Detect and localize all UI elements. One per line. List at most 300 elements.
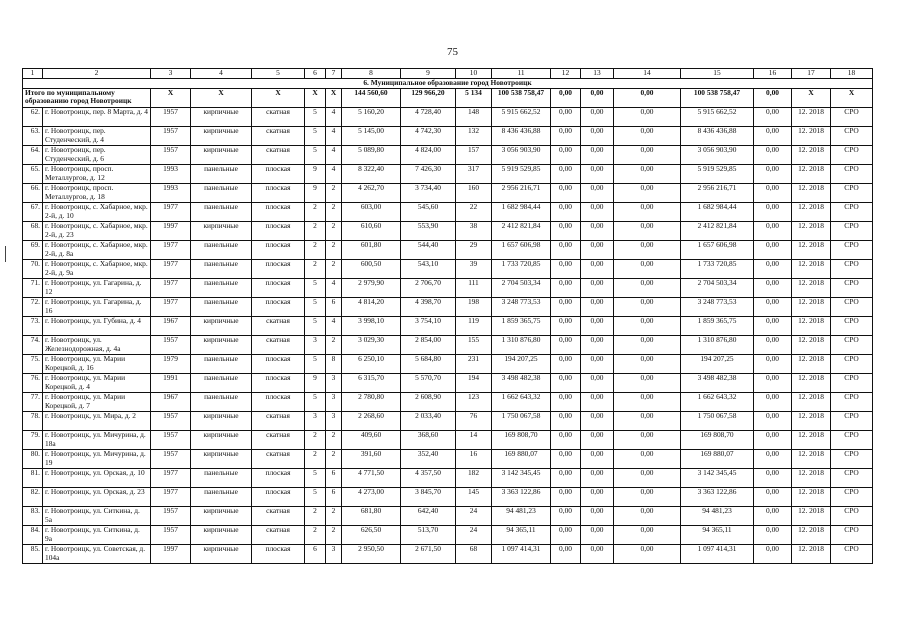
owners-funds: 3 142 345,45 (681, 469, 754, 488)
entrances: 2 (326, 450, 342, 469)
repair-cost: 2 412 821,84 (492, 222, 551, 241)
local-budget: 0,00 (614, 526, 681, 545)
owners-funds: 2 956 216,71 (681, 184, 754, 203)
entrances: 2 (326, 336, 342, 355)
entrances: 3 (326, 393, 342, 412)
row-number: 82. (23, 488, 43, 507)
fund-method: СРО (831, 355, 873, 374)
fund-method: СРО (831, 450, 873, 469)
table-row (23, 203, 873, 222)
area-living: 3 734,40 (401, 184, 456, 203)
owners-funds: 5 919 529,85 (681, 165, 754, 184)
table-row (23, 450, 873, 469)
area-total: 5 160,20 (342, 108, 401, 127)
total-cell: 144 560,60 (342, 89, 401, 108)
area-living: 4 824,00 (401, 146, 456, 165)
build-year: 1977 (151, 203, 191, 222)
residents: 182 (456, 469, 492, 488)
other-funds: 0,00 (754, 488, 792, 507)
region-budget: 0,00 (581, 374, 614, 393)
fund-share: 0,00 (551, 355, 581, 374)
repair-cost: 2 704 503,34 (492, 279, 551, 298)
repair-cost: 1 657 606,98 (492, 241, 551, 260)
area-total: 2 950,50 (342, 545, 401, 564)
table-row (23, 165, 873, 184)
column-number: 15 (681, 69, 754, 79)
wall-material: панельные (191, 165, 252, 184)
repair-cost: 3 248 773,53 (492, 298, 551, 317)
completion-date: 12. 2018 (792, 127, 831, 146)
area-living: 513,70 (401, 526, 456, 545)
row-number: 83. (23, 507, 43, 526)
fund-method: СРО (831, 526, 873, 545)
floors: 2 (305, 507, 326, 526)
row-number: 78. (23, 412, 43, 431)
total-cell: 0,00 (581, 89, 614, 108)
column-number: 10 (456, 69, 492, 79)
owners-funds: 1 859 365,75 (681, 317, 754, 336)
row-number: 74. (23, 336, 43, 355)
repair-cost: 1 750 067,58 (492, 412, 551, 431)
roof-type: плоская (252, 488, 305, 507)
repair-cost: 1 310 876,80 (492, 336, 551, 355)
area-total: 3 998,10 (342, 317, 401, 336)
floors: 5 (305, 146, 326, 165)
local-budget: 0,00 (614, 165, 681, 184)
area-total: 603,00 (342, 203, 401, 222)
other-funds: 0,00 (754, 317, 792, 336)
local-budget: 0,00 (614, 279, 681, 298)
total-cell: X (792, 89, 831, 108)
local-budget: 0,00 (614, 241, 681, 260)
roof-type: скатная (252, 127, 305, 146)
floors: 6 (305, 545, 326, 564)
area-total: 2 780,80 (342, 393, 401, 412)
area-living: 368,60 (401, 431, 456, 450)
other-funds: 0,00 (754, 355, 792, 374)
roof-type: плоская (252, 298, 305, 317)
total-cell: 5 134 (456, 89, 492, 108)
fund-method: СРО (831, 469, 873, 488)
row-number: 63. (23, 127, 43, 146)
residents: 317 (456, 165, 492, 184)
address: г. Новотроицк, пер. Студенческий, д. 6 (43, 146, 151, 165)
entrances: 2 (326, 203, 342, 222)
other-funds: 0,00 (754, 165, 792, 184)
local-budget: 0,00 (614, 108, 681, 127)
wall-material: панельные (191, 488, 252, 507)
other-funds: 0,00 (754, 127, 792, 146)
page-number: 75 (447, 46, 458, 58)
region-budget: 0,00 (581, 241, 614, 260)
wall-material: кирпичные (191, 222, 252, 241)
roof-type: скатная (252, 336, 305, 355)
owners-funds: 8 436 436,88 (681, 127, 754, 146)
build-year: 1957 (151, 127, 191, 146)
owners-funds: 2 412 821,84 (681, 222, 754, 241)
other-funds: 0,00 (754, 526, 792, 545)
owners-funds: 3 498 482,38 (681, 374, 754, 393)
region-budget: 0,00 (581, 298, 614, 317)
floors: 5 (305, 317, 326, 336)
other-funds: 0,00 (754, 260, 792, 279)
area-total: 600,50 (342, 260, 401, 279)
local-budget: 0,00 (614, 355, 681, 374)
completion-date: 12. 2018 (792, 469, 831, 488)
region-budget: 0,00 (581, 165, 614, 184)
column-number: 3 (151, 69, 191, 79)
fund-share: 0,00 (551, 317, 581, 336)
wall-material: панельные (191, 279, 252, 298)
fund-share: 0,00 (551, 260, 581, 279)
fund-method: СРО (831, 241, 873, 260)
wall-material: кирпичные (191, 336, 252, 355)
wall-material: панельные (191, 469, 252, 488)
local-budget: 0,00 (614, 222, 681, 241)
repair-cost: 5 915 662,52 (492, 108, 551, 127)
address: г. Новотроицк, с. Хабарное, мкр. 2-й, д. 10 (43, 203, 151, 222)
local-budget: 0,00 (614, 260, 681, 279)
roof-type: скатная (252, 431, 305, 450)
column-number: 1 (23, 69, 43, 79)
area-total: 681,80 (342, 507, 401, 526)
area-living: 5 684,80 (401, 355, 456, 374)
address: г. Новотроицк, просп. Металлургов, д. 12 (43, 165, 151, 184)
wall-material: кирпичные (191, 146, 252, 165)
fund-method: СРО (831, 203, 873, 222)
repair-cost: 5 919 529,85 (492, 165, 551, 184)
area-living: 4 742,30 (401, 127, 456, 146)
area-living: 3 754,10 (401, 317, 456, 336)
area-living: 642,40 (401, 507, 456, 526)
fund-share: 0,00 (551, 507, 581, 526)
build-year: 1967 (151, 317, 191, 336)
table-row (23, 222, 873, 241)
floors: 2 (305, 241, 326, 260)
build-year: 1979 (151, 355, 191, 374)
address: г. Новотроицк, ул. Губина, д. 4 (43, 317, 151, 336)
address: г. Новотроицк, ул. Мира, д. 2 (43, 412, 151, 431)
roof-type: скатная (252, 146, 305, 165)
entrances: 3 (326, 374, 342, 393)
floors: 5 (305, 393, 326, 412)
address: г. Новотроицк, ул. Орская, д. 23 (43, 488, 151, 507)
local-budget: 0,00 (614, 184, 681, 203)
local-budget: 0,00 (614, 336, 681, 355)
area-total: 2 979,90 (342, 279, 401, 298)
roof-type: скатная (252, 317, 305, 336)
area-living: 543,10 (401, 260, 456, 279)
completion-date: 12. 2018 (792, 241, 831, 260)
fund-share: 0,00 (551, 127, 581, 146)
owners-funds: 1 733 720,85 (681, 260, 754, 279)
owners-funds: 1 310 876,80 (681, 336, 754, 355)
table-row (23, 184, 873, 203)
fund-share: 0,00 (551, 488, 581, 507)
local-budget: 0,00 (614, 469, 681, 488)
wall-material: кирпичные (191, 431, 252, 450)
wall-material: панельные (191, 260, 252, 279)
floors: 5 (305, 298, 326, 317)
fund-method: СРО (831, 146, 873, 165)
address: г. Новотроицк, ул. Гагарина, д. 12 (43, 279, 151, 298)
fund-share: 0,00 (551, 393, 581, 412)
floors: 3 (305, 336, 326, 355)
completion-date: 12. 2018 (792, 336, 831, 355)
region-budget: 0,00 (581, 279, 614, 298)
entrances: 2 (326, 222, 342, 241)
other-funds: 0,00 (754, 431, 792, 450)
build-year: 1977 (151, 488, 191, 507)
total-cell: X (151, 89, 191, 108)
owners-funds: 2 704 503,34 (681, 279, 754, 298)
roof-type: плоская (252, 241, 305, 260)
column-number: 7 (326, 69, 342, 79)
owners-funds: 1 662 643,32 (681, 393, 754, 412)
roof-type: плоская (252, 260, 305, 279)
build-year: 1977 (151, 241, 191, 260)
roof-type: плоская (252, 203, 305, 222)
floors: 5 (305, 127, 326, 146)
entrances: 4 (326, 127, 342, 146)
roof-type: плоская (252, 165, 305, 184)
owners-funds: 5 915 662,52 (681, 108, 754, 127)
region-budget: 0,00 (581, 260, 614, 279)
column-number: 8 (342, 69, 401, 79)
fund-share: 0,00 (551, 374, 581, 393)
roof-type: плоская (252, 279, 305, 298)
roof-type: плоская (252, 545, 305, 564)
area-total: 4 273,00 (342, 488, 401, 507)
column-number: 2 (43, 69, 151, 79)
other-funds: 0,00 (754, 545, 792, 564)
fund-method: СРО (831, 108, 873, 127)
residents: 111 (456, 279, 492, 298)
residents: 16 (456, 450, 492, 469)
other-funds: 0,00 (754, 108, 792, 127)
wall-material: панельные (191, 298, 252, 317)
fund-share: 0,00 (551, 450, 581, 469)
row-number: 69. (23, 241, 43, 260)
area-total: 6 315,70 (342, 374, 401, 393)
entrances: 3 (326, 412, 342, 431)
owners-funds: 194 207,25 (681, 355, 754, 374)
total-row (23, 89, 873, 108)
repair-cost: 1 682 984,44 (492, 203, 551, 222)
build-year: 1957 (151, 108, 191, 127)
completion-date: 12. 2018 (792, 317, 831, 336)
region-budget: 0,00 (581, 469, 614, 488)
address: г. Новотроицк, пер. 8 Марта, д. 4 (43, 108, 151, 127)
owners-funds: 1 682 984,44 (681, 203, 754, 222)
total-cell: 0,00 (614, 89, 681, 108)
entrances: 2 (326, 241, 342, 260)
region-budget: 0,00 (581, 127, 614, 146)
section-title: 6. Муниципальное образование город Новотроицк (23, 79, 873, 89)
residents: 24 (456, 507, 492, 526)
area-living: 2 854,00 (401, 336, 456, 355)
residents: 231 (456, 355, 492, 374)
wall-material: панельные (191, 184, 252, 203)
table-row (23, 545, 873, 564)
repair-cost: 169 880,07 (492, 450, 551, 469)
repair-cost: 2 956 216,71 (492, 184, 551, 203)
row-number: 65. (23, 165, 43, 184)
column-number-row (23, 69, 873, 79)
fund-method: СРО (831, 393, 873, 412)
completion-date: 12. 2018 (792, 507, 831, 526)
fund-share: 0,00 (551, 545, 581, 564)
residents: 148 (456, 108, 492, 127)
table-row (23, 507, 873, 526)
repair-cost: 1 097 414,31 (492, 545, 551, 564)
table-row (23, 412, 873, 431)
residents: 76 (456, 412, 492, 431)
entrances: 6 (326, 488, 342, 507)
region-budget: 0,00 (581, 336, 614, 355)
row-number: 67. (23, 203, 43, 222)
owners-funds: 169 808,70 (681, 431, 754, 450)
area-total: 2 268,60 (342, 412, 401, 431)
column-number: 18 (831, 69, 873, 79)
residents: 157 (456, 146, 492, 165)
fund-share: 0,00 (551, 222, 581, 241)
row-number: 84. (23, 526, 43, 545)
build-year: 1977 (151, 298, 191, 317)
entrances: 2 (326, 260, 342, 279)
area-total: 4 262,70 (342, 184, 401, 203)
completion-date: 12. 2018 (792, 450, 831, 469)
area-total: 391,60 (342, 450, 401, 469)
area-total: 409,60 (342, 431, 401, 450)
build-year: 1957 (151, 336, 191, 355)
area-total: 8 322,40 (342, 165, 401, 184)
other-funds: 0,00 (754, 507, 792, 526)
table-row (23, 127, 873, 146)
completion-date: 12. 2018 (792, 412, 831, 431)
completion-date: 12. 2018 (792, 488, 831, 507)
region-budget: 0,00 (581, 355, 614, 374)
row-number: 72. (23, 298, 43, 317)
floors: 2 (305, 431, 326, 450)
owners-funds: 1 657 606,98 (681, 241, 754, 260)
table-row (23, 279, 873, 298)
entrances: 4 (326, 279, 342, 298)
other-funds: 0,00 (754, 203, 792, 222)
fund-share: 0,00 (551, 526, 581, 545)
repair-cost: 94 481,23 (492, 507, 551, 526)
area-living: 545,60 (401, 203, 456, 222)
wall-material: кирпичные (191, 526, 252, 545)
column-number: 9 (401, 69, 456, 79)
area-living: 544,40 (401, 241, 456, 260)
row-number: 76. (23, 374, 43, 393)
build-year: 1967 (151, 393, 191, 412)
row-number: 80. (23, 450, 43, 469)
other-funds: 0,00 (754, 146, 792, 165)
total-cell: X (326, 89, 342, 108)
area-total: 626,50 (342, 526, 401, 545)
fund-method: СРО (831, 374, 873, 393)
column-number: 12 (551, 69, 581, 79)
completion-date: 12. 2018 (792, 222, 831, 241)
fund-share: 0,00 (551, 336, 581, 355)
owners-funds: 169 880,07 (681, 450, 754, 469)
wall-material: панельные (191, 203, 252, 222)
table-row (23, 108, 873, 127)
table-row (23, 336, 873, 355)
row-number: 70. (23, 260, 43, 279)
area-living: 3 845,70 (401, 488, 456, 507)
repair-cost: 3 142 345,45 (492, 469, 551, 488)
table-row (23, 241, 873, 260)
total-cell: 0,00 (551, 89, 581, 108)
repair-cost: 3 498 482,38 (492, 374, 551, 393)
build-year: 1957 (151, 431, 191, 450)
roof-type: скатная (252, 450, 305, 469)
table-row (23, 393, 873, 412)
floors: 5 (305, 355, 326, 374)
row-number: 68. (23, 222, 43, 241)
build-year: 1991 (151, 374, 191, 393)
roof-type: плоская (252, 469, 305, 488)
total-cell: X (191, 89, 252, 108)
address: г. Новотроицк, ул. Марии Корецкой, д. 7 (43, 393, 151, 412)
area-living: 4 728,40 (401, 108, 456, 127)
region-budget: 0,00 (581, 393, 614, 412)
local-budget: 0,00 (614, 431, 681, 450)
table-row (23, 374, 873, 393)
residents: 160 (456, 184, 492, 203)
area-total: 4 814,20 (342, 298, 401, 317)
table-row (23, 469, 873, 488)
residents: 68 (456, 545, 492, 564)
row-number: 66. (23, 184, 43, 203)
build-year: 1993 (151, 184, 191, 203)
fund-method: СРО (831, 222, 873, 241)
column-number: 13 (581, 69, 614, 79)
roof-type: плоская (252, 393, 305, 412)
build-year: 1957 (151, 507, 191, 526)
wall-material: кирпичные (191, 507, 252, 526)
owners-funds: 3 363 122,86 (681, 488, 754, 507)
other-funds: 0,00 (754, 298, 792, 317)
other-funds: 0,00 (754, 469, 792, 488)
area-living: 553,90 (401, 222, 456, 241)
area-total: 5 089,80 (342, 146, 401, 165)
other-funds: 0,00 (754, 184, 792, 203)
region-budget: 0,00 (581, 222, 614, 241)
area-living: 352,40 (401, 450, 456, 469)
address: г. Новотроицк, с. Хабарное, мкр. 2-й, д. 8а (43, 241, 151, 260)
completion-date: 12. 2018 (792, 108, 831, 127)
other-funds: 0,00 (754, 336, 792, 355)
local-budget: 0,00 (614, 146, 681, 165)
roof-type: плоская (252, 374, 305, 393)
region-budget: 0,00 (581, 526, 614, 545)
region-budget: 0,00 (581, 545, 614, 564)
wall-material: панельные (191, 393, 252, 412)
table-row (23, 355, 873, 374)
column-number: 11 (492, 69, 551, 79)
residents: 194 (456, 374, 492, 393)
floors: 9 (305, 374, 326, 393)
wall-material: кирпичные (191, 127, 252, 146)
entrances: 4 (326, 317, 342, 336)
total-cell: 100 538 758,47 (681, 89, 754, 108)
wall-material: кирпичные (191, 317, 252, 336)
housing-repair-table (22, 68, 873, 564)
